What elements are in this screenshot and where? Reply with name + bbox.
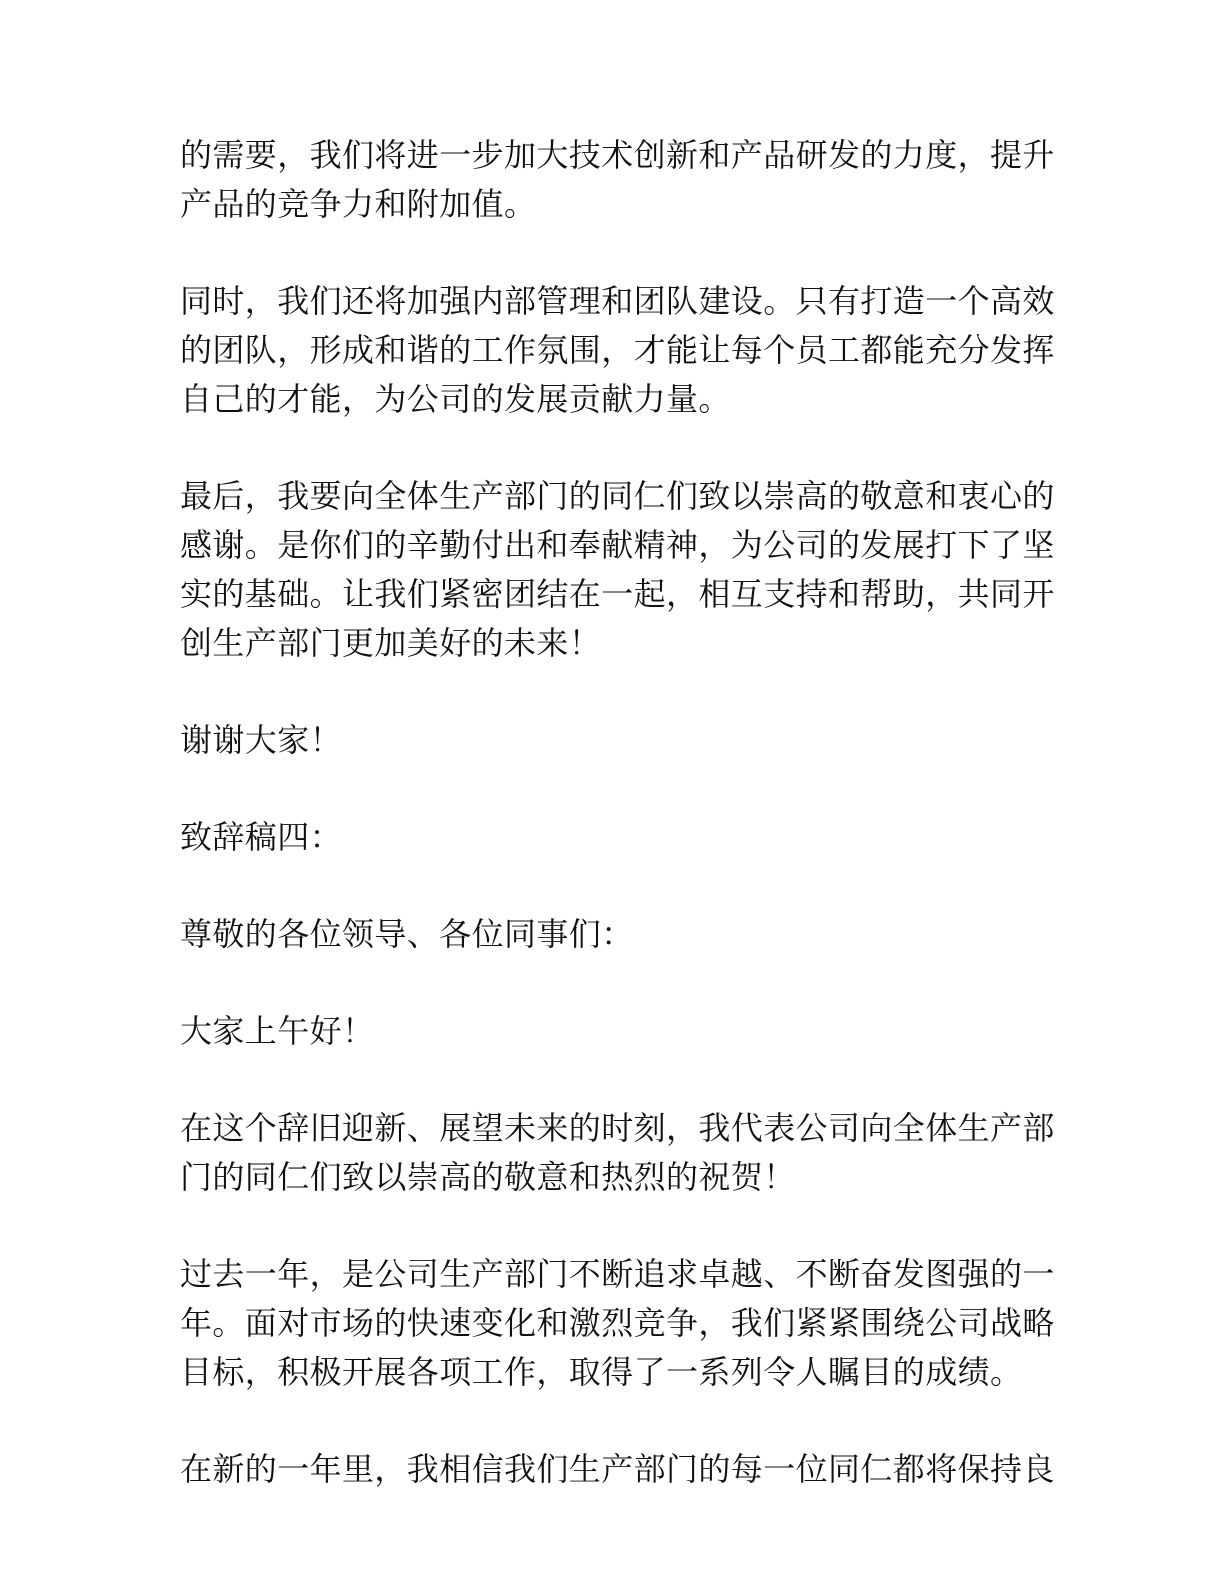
- text-line: 同时，我们还将加强内部管理和团队建设。只有打造一个高效: [180, 282, 1055, 320]
- paragraph-spacer: [180, 862, 1040, 910]
- text-line: 在新的一年里，我相信我们生产部门的每一位同仁都将保持良: [180, 1450, 1055, 1488]
- greeting: [180, 1007, 1040, 1056]
- paragraph-spacer: [180, 1202, 1040, 1250]
- section-heading: [180, 813, 1040, 862]
- paragraph-4: [180, 1104, 1055, 1202]
- paragraph-spacer: [180, 668, 1040, 716]
- paragraph-3: [180, 472, 1055, 668]
- text-line: 感谢。是你们的辛勤付出和奉献精神，为公司的发展打下了坚: [180, 526, 1055, 564]
- text-line: 门的同仁们致以崇高的敬意和热烈的祝贺！: [180, 1158, 796, 1196]
- text-line: 目标，积极开展各项工作，取得了一系列令人瞩目的成绩。: [180, 1353, 1023, 1391]
- paragraph-5: [180, 1250, 1055, 1397]
- text-line: 的需要，我们将进一步加大技术创新和产品研发的力度，提升: [180, 136, 1055, 174]
- text-line: 致辞稿四：: [180, 818, 343, 856]
- text-line: 过去一年，是公司生产部门不断追求卓越、不断奋发图强的一: [180, 1255, 1055, 1293]
- paragraph-spacer: [180, 424, 1040, 472]
- text-line: 实的基础。让我们紧密团结在一起，相互支持和帮助，共同开: [180, 575, 1055, 613]
- text-line: 创生产部门更加美好的未来！: [180, 624, 602, 662]
- document-body: [180, 131, 1055, 1494]
- paragraph-spacer: [180, 959, 1040, 1007]
- paragraph-spacer: [180, 765, 1040, 813]
- text-line: 尊敬的各位领导、各位同事们：: [180, 915, 634, 953]
- paragraph-spacer: [180, 1056, 1040, 1104]
- text-line: 大家上午好！: [180, 1012, 375, 1050]
- paragraph-thanks: [180, 716, 1040, 765]
- text-line: 的团队，形成和谐的工作氛围，才能让每个员工都能充分发挥: [180, 331, 1055, 369]
- paragraph-6: [180, 1445, 1055, 1494]
- text-line: 自己的才能，为公司的发展贡献力量。: [180, 380, 731, 418]
- text-line: 谢谢大家！: [180, 721, 343, 759]
- paragraph-spacer: [180, 1397, 1040, 1445]
- paragraph-1: [180, 131, 1055, 229]
- text-line: 最后，我要向全体生产部门的同仁们致以崇高的敬意和衷心的: [180, 477, 1055, 515]
- text-line: 在这个辞旧迎新、展望未来的时刻，我代表公司向全体生产部: [180, 1109, 1055, 1147]
- text-line: 年。面对市场的快速变化和激烈竞争，我们紧紧围绕公司战略: [180, 1304, 1055, 1342]
- text-line: 产品的竞争力和附加值。: [180, 185, 537, 223]
- paragraph-spacer: [180, 229, 1040, 277]
- paragraph-2: [180, 277, 1055, 424]
- salutation: [180, 910, 1040, 959]
